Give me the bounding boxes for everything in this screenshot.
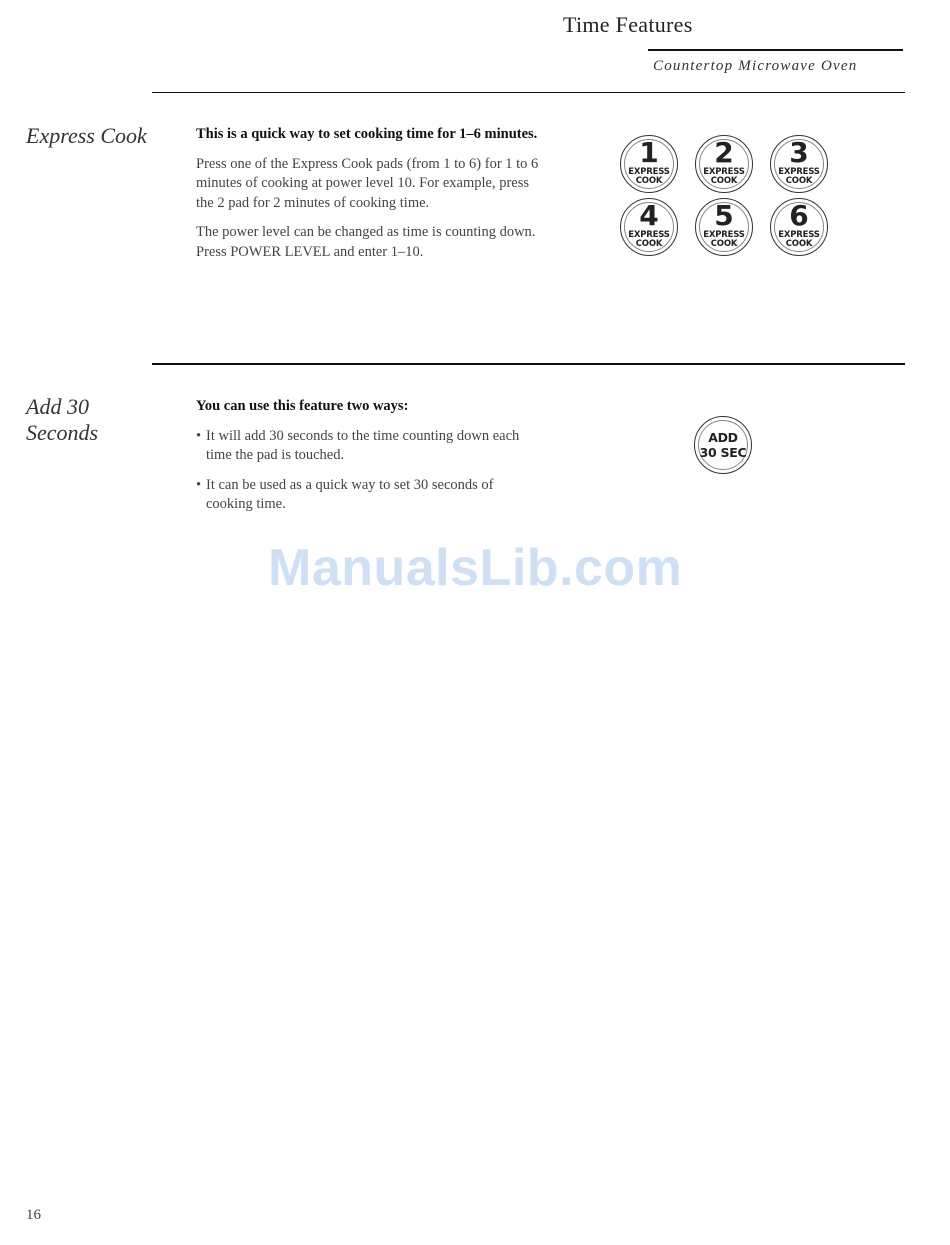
list-item	[196, 427, 526, 466]
bullet-icon: •	[196, 476, 202, 493]
express-cook-pad-6[interactable]	[770, 198, 828, 256]
express-cook-heading: Express Cook	[26, 123, 147, 148]
express-cook-text	[196, 125, 541, 272]
pad-label: COOK	[710, 239, 738, 249]
pad-label: EXPRESS	[703, 167, 745, 177]
pad-number: 3	[789, 136, 809, 169]
pad-label: EXPRESS	[703, 230, 745, 240]
express-cook-pad-3[interactable]	[770, 135, 828, 193]
pad-label: COOK	[785, 176, 813, 186]
pad-label: EXPRESS	[778, 167, 820, 177]
express-cook-lead: This is a quick way to set cooking time for 1–6 minutes.	[196, 126, 538, 142]
bullet-text: It will add 30 seconds to the time counting down each time the pad is touched.	[206, 427, 520, 463]
add-30-lead: You can use this feature two ways:	[196, 398, 409, 414]
page-title: Time Features	[563, 12, 693, 37]
page-number: 16	[26, 1207, 41, 1223]
express-cook-paragraph-2: The power level can be changed as time is counting down. Press POWER LEVEL and enter 1–10.	[196, 224, 536, 260]
pad-label: EXPRESS	[778, 230, 820, 240]
section-divider-top	[152, 92, 905, 93]
express-cook-pad-4[interactable]	[620, 198, 678, 256]
section-divider-middle	[152, 363, 905, 365]
watermark: ManualsLib.com	[268, 539, 683, 597]
add-30-heading-line-1: Add 30	[26, 394, 89, 419]
pad-label: COOK	[785, 239, 813, 249]
list-item	[196, 476, 526, 515]
bullet-icon: •	[196, 427, 202, 444]
header-divider	[648, 49, 903, 51]
pad-number: 4	[639, 199, 659, 232]
express-cook-pad-2[interactable]	[695, 135, 753, 193]
pad-label: EXPRESS	[628, 230, 670, 240]
add-30-text	[196, 397, 526, 525]
express-cook-pad-5[interactable]	[695, 198, 753, 256]
pad-number: 1	[639, 136, 659, 169]
page-subtitle: Countertop Microwave Oven	[653, 58, 858, 74]
add-30-seconds-pad[interactable]	[694, 416, 752, 474]
express-cook-pad-1[interactable]	[620, 135, 678, 193]
bullet-text: It can be used as a quick way to set 30 seconds of cooking time.	[206, 476, 494, 512]
express-cook-paragraph-1: Press one of the Express Cook pads (from 1 to 6) for 1 to 6 minutes of cooking at power level 10. For example, press the 2 pad for 2 minutes of cooking time.	[196, 155, 539, 211]
add-30-seconds-heading	[26, 394, 98, 446]
add-30-heading-line-2: Seconds	[26, 420, 99, 445]
pad-label: ADD	[708, 430, 738, 445]
pad-label: COOK	[635, 239, 663, 249]
pad-number: 6	[789, 199, 809, 232]
pad-label: COOK	[710, 176, 738, 186]
pad-label: EXPRESS	[628, 167, 670, 177]
pad-number: 5	[714, 199, 734, 232]
pad-label: COOK	[635, 176, 663, 186]
pad-number: 2	[714, 136, 734, 169]
pad-label: 30 SEC	[699, 445, 747, 460]
